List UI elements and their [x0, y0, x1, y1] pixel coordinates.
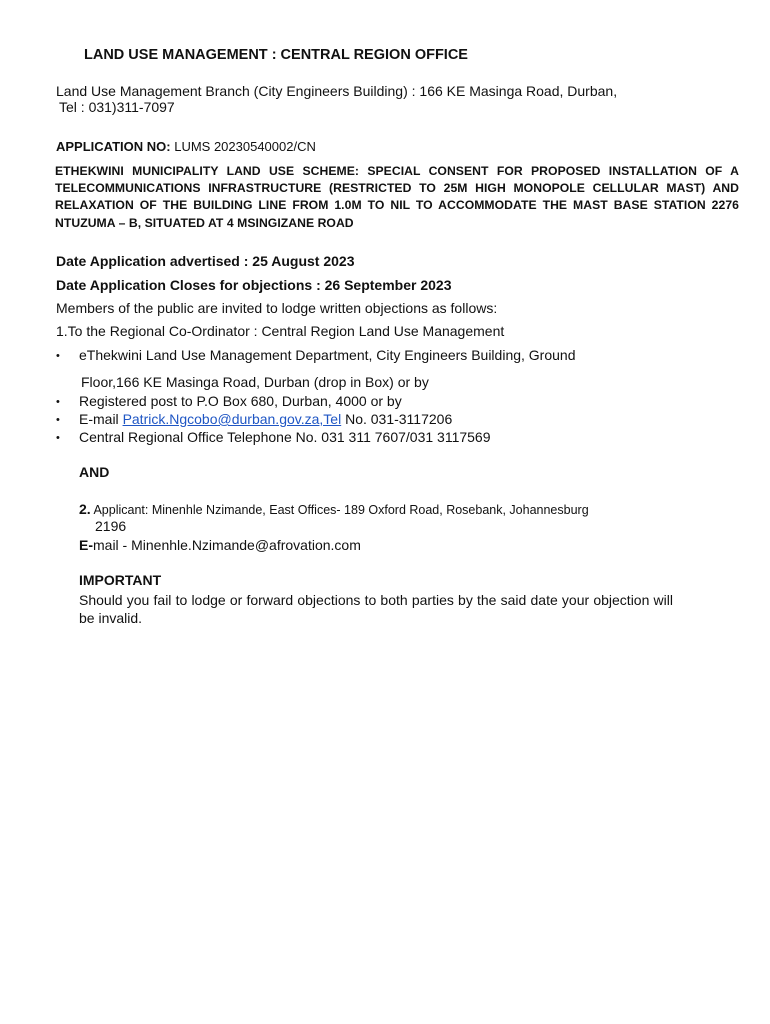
applicant-postal-code: 2196: [95, 518, 127, 534]
important-text: Should you fail to lodge or forward objections to both parties by the said date your objection will be invalid.: [79, 592, 673, 626]
list-item-registered-post: Registered post to P.O Box 680, Durban, 4000 or by: [79, 393, 402, 409]
applicant-number: 2.: [79, 501, 91, 517]
bullet-symbol: •: [56, 414, 60, 426]
office-telephone: Tel : 031)311-7097: [59, 99, 175, 115]
applicant-line: [79, 501, 589, 517]
bullet-symbol: •: [56, 396, 60, 408]
email-link[interactable]: Patrick.Ngcobo@durban.gov.za,Tel: [122, 411, 342, 427]
application-number-value: LUMS 20230540002/CN: [174, 139, 316, 154]
applicant-email-text: mail - Minenhle.Nzimande@afrovation.com: [93, 537, 361, 553]
objections-intro: Members of the public are invited to lodge written objections as follows:: [56, 300, 498, 316]
list-item-email: [79, 411, 452, 427]
application-number-label: APPLICATION NO:: [56, 139, 171, 154]
applicant-details: Applicant: Minenhle Nzimande, East Offices- 189 Oxford Road, Rosebank, Johannesburg: [90, 503, 589, 517]
email-phone: No. 031-3117206: [341, 411, 453, 427]
list-item-drop-box-line2: Floor,166 KE Masinga Road, Durban (drop in Box) or by: [81, 374, 429, 390]
regional-coordinator: 1.To the Regional Co-Ordinator : Central Region Land Use Management: [56, 323, 505, 339]
office-title: LAND USE MANAGEMENT : CENTRAL REGION OFFICE: [84, 47, 468, 63]
application-number-line: [56, 139, 316, 154]
and-label: AND: [79, 464, 110, 480]
email-prefix: E-mail: [79, 411, 123, 427]
applicant-email: [79, 537, 361, 553]
office-address: Land Use Management Branch (City Engineers Building) : 166 KE Masinga Road, Durban,: [56, 83, 618, 99]
list-item-drop-box-line1: eThekwini Land Use Management Department, City Engineers Building, Ground: [79, 347, 576, 363]
applicant-email-prefix: E-: [79, 537, 93, 553]
important-heading: IMPORTANT: [79, 572, 162, 588]
list-item-regional-telephone: Central Regional Office Telephone No. 031 311 7607/031 3117569: [79, 429, 491, 445]
application-description: ETHEKWINI MUNICIPALITY LAND USE SCHEME: SPECIAL CONSENT FOR PROPOSED INSTALLATION OF A TELECOMMUNICATIONS INFRASTRUCTURE (RESTRICTED TO 25M HIGH MONOPOLE CELLULAR MAST) AND RELAXATION OF THE BUILDING LINE FROM 1.0M TO NIL TO ACCOMMODATE THE MAST BASE STATION 2276 NTUZUMA – B, SITUATED AT 4 MSINGIZANE ROAD: [55, 164, 739, 230]
date-advertised: Date Application advertised : 25 August 2023: [56, 253, 355, 269]
bullet-symbol: •: [56, 432, 60, 444]
date-closes: Date Application Closes for objections : 26 September 2023: [56, 277, 452, 293]
bullet-symbol: •: [56, 350, 60, 362]
